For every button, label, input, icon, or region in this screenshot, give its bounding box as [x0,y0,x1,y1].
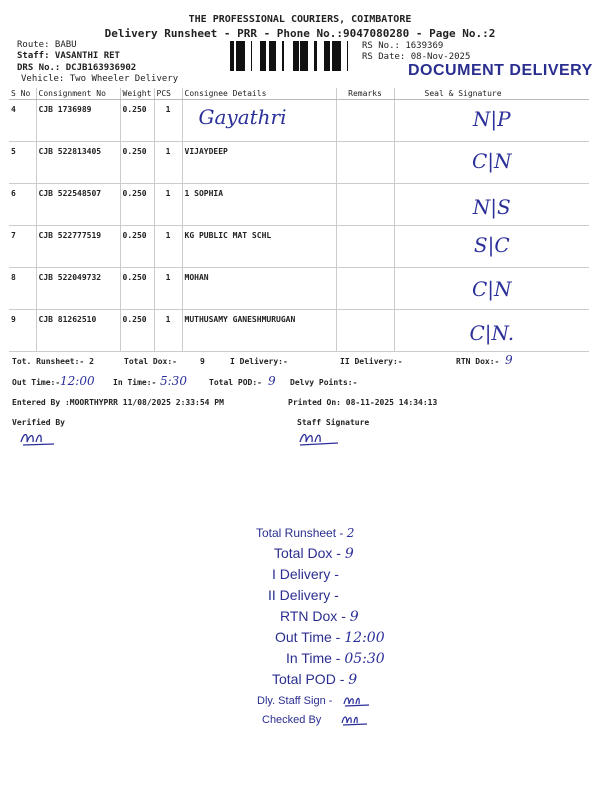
cell-consignee: VIJAYDEEP [182,142,336,184]
barcode-bar [300,41,302,71]
verified-signature [18,430,58,448]
barcode-bar [270,41,272,71]
barcode-bar [347,41,348,71]
table-row [9,142,589,184]
cell-consignment: CJB 522813405 [36,142,120,184]
table-row [9,226,589,268]
stamp-staff-sign: Dly. Staff Sign - [257,695,333,707]
cell-seal [394,142,589,184]
barcode-bar [233,41,234,71]
table-row [9,184,589,226]
cell-consignee: MOHAN [182,268,336,310]
barcode-bar [335,41,336,71]
cell-pcs: 1 [154,268,182,310]
stamp-checked-signature [340,713,370,727]
cell-remarks [336,226,394,268]
stamp-in-time: In Time - 05:30 [286,650,385,667]
tot-runsheet: Tot. Runsheet:- 2 [12,357,94,366]
cell-weight: 0.250 [120,268,154,310]
route-label: Route: BABU [17,40,77,50]
table-row [9,310,589,352]
cell-weight: 0.250 [120,310,154,352]
cell-pcs: 1 [154,310,182,352]
total-dox-value: 9 [200,357,205,366]
cell-consignment: CJB 522049732 [36,268,120,310]
in-time-label: In Time:- [113,378,157,387]
rtn-dox-label: RTN Dox:- [456,357,500,366]
cell-consignment: CJB 81262510 [36,310,120,352]
entered-by: Entered By :MOORTHYPRR 11/08/2025 2:33:54 PM [12,398,224,407]
cell-remarks [336,184,394,226]
barcode-bar [251,41,252,71]
barcode-bar [329,41,330,71]
stamp-ii-delivery: II Delivery - [268,587,339,603]
printed-on: Printed On: 08-11-2025 14:34:13 [288,398,438,407]
stamp-out-time: Out Time - 12:00 [275,629,385,646]
cell-sno: 8 [9,268,36,310]
stamp-total-pod: Total POD - 9 [272,671,358,688]
cell-pcs: 1 [154,142,182,184]
col-weight: Weight [120,88,154,100]
cell-consignment: CJB 522777519 [36,226,120,268]
col-sno: S No [9,88,36,100]
barcode-bar [306,41,308,71]
stamp-staff-signature [342,694,372,708]
barcode-bar [275,41,276,71]
cell-consignment: CJB 1736989 [36,100,120,142]
runsheet-table [9,88,589,352]
rs-date: RS Date: 08-Nov-2025 [362,52,471,62]
out-time-value: 12:00 [60,374,95,388]
table-header-row [9,88,589,100]
cell-remarks [336,100,394,142]
seal-signature: S|C [473,233,510,257]
table-row [9,100,589,142]
out-time-label: Out Time:- [12,378,61,387]
barcode-bar [338,41,341,71]
vehicle-label: Vehicle: Two Wheeler Delivery [21,74,179,84]
cell-consignee: KG PUBLIC MAT SCHL [182,226,336,268]
barcode-bar [314,41,317,71]
staff-signature [296,430,342,448]
barcode-bar [230,41,233,71]
cell-sno: 7 [9,226,36,268]
stamp-checked-by: Checked By [262,714,322,726]
stamp-i-delivery: I Delivery - [272,566,339,582]
cell-weight: 0.250 [120,142,154,184]
barcode-bar [242,41,245,71]
total-pod-value: 9 [268,374,276,388]
cell-sno: 5 [9,142,36,184]
col-consignee: Consignee Details [182,88,336,100]
cell-sno: 6 [9,184,36,226]
delvy-points: Delvy Points:- [290,378,358,387]
rtn-dox-value: 9 [505,353,513,367]
cell-weight: 0.250 [120,184,154,226]
col-pcs: PCS [154,88,182,100]
barcode-bar [302,41,305,71]
seal-signature: C|N [471,149,512,173]
cell-weight: 0.250 [120,100,154,142]
cell-consignee: MUTHUSAMY GANESHMURUGAN [182,310,336,352]
cell-remarks [336,310,394,352]
barcode-bar [324,41,326,71]
cell-seal [394,184,589,226]
verified-by-label: Verified By [12,418,65,427]
rs-number: RS No.: 1639369 [362,41,444,51]
stamp-rtn-dox: RTN Dox - 9 [280,608,359,625]
barcode-bar [294,41,296,71]
barcode-bar [293,41,294,71]
cell-seal [394,226,589,268]
cell-seal [394,268,589,310]
barcode-bar [282,41,284,71]
col-remarks: Remarks [336,88,394,100]
cell-consignment: CJB 522548507 [36,184,120,226]
cell-consignee [182,100,336,142]
col-seal: Seal & Signature [394,88,589,100]
barcode-bar [332,41,335,71]
barcode-bar [239,41,240,71]
total-dox-label: Total Dox:- [124,357,177,366]
staff-signature-label: Staff Signature [297,418,370,427]
cell-remarks [336,268,394,310]
cell-weight: 0.250 [120,226,154,268]
seal-signature: N|P [472,107,511,131]
cell-pcs: 1 [154,226,182,268]
drs-number: DRS No.: DCJB163936902 [17,63,137,73]
barcode-bar [336,41,338,71]
stamp-total-dox: Total Dox - 9 [274,545,354,562]
total-pod-label: Total POD:- [209,378,262,387]
staff-label: Staff: VASANTHI RET [17,51,120,61]
barcode [230,41,358,71]
barcode-bar [264,41,266,71]
seal-signature: C|N. [469,321,515,345]
cell-sno: 4 [9,100,36,142]
document-delivery-stamp: DOCUMENT DELIVERY [408,62,593,79]
barcode-bar [269,41,270,71]
stamp-total-runsheet: Total Runsheet - 2 [256,526,355,540]
cell-pcs: 1 [154,100,182,142]
barcode-bar [263,41,264,71]
barcode-bar [305,41,306,71]
i-delivery: I Delivery:- [230,357,288,366]
table-row [9,268,589,310]
barcode-bar [240,41,242,71]
ii-delivery: II Delivery:- [340,357,403,366]
in-time-value: 5:30 [160,374,187,388]
cell-pcs: 1 [154,184,182,226]
barcode-bar [326,41,329,71]
barcode-bar [296,41,299,71]
cell-remarks [336,142,394,184]
barcode-bar [272,41,275,71]
seal-signature: C|N [471,277,512,301]
cell-sno: 9 [9,310,36,352]
document-title: THE PROFESSIONAL COURIERS, COIMBATORE [188,14,412,25]
col-consignment: Consignment No [36,88,120,100]
cell-consignee: 1 SOPHIA [182,184,336,226]
document-subtitle: Delivery Runsheet - PRR - Phone No.:9047080280 - Page No.:2 [104,27,496,40]
seal-signature: N|S [472,195,511,219]
barcode-bar [260,41,263,71]
cell-seal [394,100,589,142]
cell-seal [394,310,589,352]
consignee-handwritten: Gayathri [198,105,287,129]
barcode-bar [236,41,239,71]
